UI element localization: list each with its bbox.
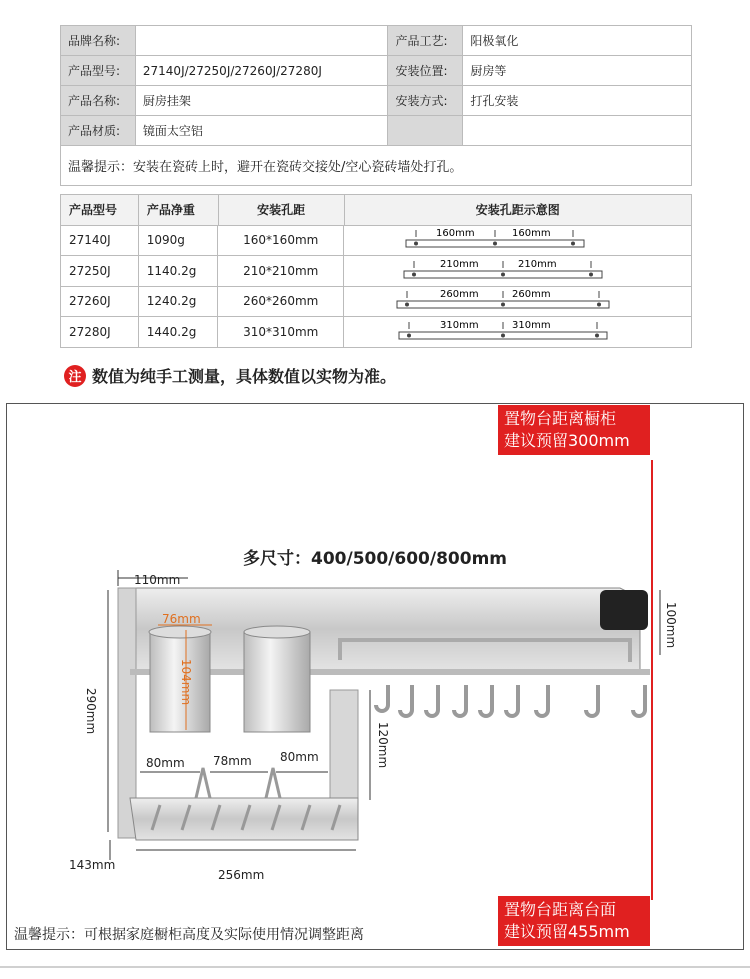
hole-diagram xyxy=(344,317,692,348)
col-header: 安装孔距 xyxy=(219,195,345,226)
hole-diagram xyxy=(344,287,692,318)
spec-value: 27140J/27250J/27260J/27280J xyxy=(136,56,389,86)
dim-104: 104mm xyxy=(179,658,194,706)
hole-diagram xyxy=(344,256,692,287)
divider xyxy=(0,966,750,968)
red-box-line: 建议预留300mm xyxy=(504,431,630,450)
weight-cell: 1140.2g xyxy=(139,256,219,287)
col-header: 产品型号 xyxy=(61,195,139,226)
dim-110: 110mm xyxy=(134,573,181,587)
model-header-row xyxy=(61,195,692,226)
cabinet-clearance-box xyxy=(498,405,650,455)
spec-label: 产品名称: xyxy=(61,86,136,116)
dim-120: 120mm xyxy=(376,721,391,769)
model-cell: 27260J xyxy=(61,287,139,318)
counter-clearance-box xyxy=(498,896,650,946)
spec-row xyxy=(61,86,692,116)
weight-cell: 1240.2g xyxy=(139,287,219,318)
install-tip: 温馨提示：安装在瓷砖上时，避开在瓷砖交接处/空心瓷砖墙处打孔。 xyxy=(61,146,692,186)
spacing-cell: 260*260mm xyxy=(218,287,344,318)
dim-256: 256mm xyxy=(218,868,265,882)
red-box-line: 置物台距离橱柜 xyxy=(504,409,617,428)
dim-100: 100mm xyxy=(664,601,679,649)
spacing-cell: 210*210mm xyxy=(218,256,344,287)
dim-80-right: 80mm xyxy=(280,750,319,764)
hole-dim-label: 210mm xyxy=(518,258,557,270)
note-badge: 注 xyxy=(64,365,86,387)
spec-label: 安装方式: xyxy=(388,86,463,116)
spec-tip-row xyxy=(61,146,692,186)
size-options: 多尺寸：400/500/600/800mm xyxy=(243,549,507,569)
spec-value: 打孔安装 xyxy=(463,86,692,116)
col-header: 安装孔距示意图 xyxy=(345,195,692,226)
dim-78: 78mm xyxy=(213,754,252,768)
table-row xyxy=(61,317,692,348)
dim-80-left: 80mm xyxy=(146,756,185,770)
hole-diagram-svg xyxy=(344,317,691,347)
dim-76: 76mm xyxy=(162,612,201,626)
spec-value: 镜面太空铝 xyxy=(136,116,389,146)
wall-bracket xyxy=(600,590,648,630)
spec-label xyxy=(388,116,463,146)
measurement-note xyxy=(64,364,396,387)
hole-dim-label: 310mm xyxy=(440,319,479,331)
table-row xyxy=(61,287,692,318)
dim-290: 290mm xyxy=(84,687,99,735)
spec-row xyxy=(61,56,692,86)
hole-dim-label: 160mm xyxy=(512,228,551,240)
col-header: 产品净重 xyxy=(139,195,219,226)
weight-cell: 1090g xyxy=(139,226,219,257)
spec-label: 产品材质: xyxy=(61,116,136,146)
spec-value: 厨房挂架 xyxy=(136,86,389,116)
spec-label: 产品工艺: xyxy=(388,26,463,56)
hole-diagram-svg xyxy=(344,286,691,316)
spec-row xyxy=(61,116,692,146)
table-row xyxy=(61,256,692,287)
table-row xyxy=(61,226,692,257)
spec-value: 厨房等 xyxy=(463,56,692,86)
spec-value: 阳极氧化 xyxy=(463,26,692,56)
model-table xyxy=(60,194,692,348)
hole-dim-label: 310mm xyxy=(512,319,551,331)
red-box-line: 建议预留455mm xyxy=(504,922,630,941)
spec-value xyxy=(136,26,389,56)
hole-diagram xyxy=(344,226,692,257)
hole-dim-label: 210mm xyxy=(440,258,479,270)
hole-dim-label: 260mm xyxy=(440,289,479,301)
spacing-cell: 160*160mm xyxy=(218,226,344,257)
model-cell: 27140J xyxy=(61,226,139,257)
weight-cell: 1440.2g xyxy=(139,317,219,348)
hole-diagram-svg xyxy=(344,225,691,255)
spec-label: 品牌名称: xyxy=(61,26,136,56)
hole-dim-label: 260mm xyxy=(512,289,551,301)
note-text: 数值为纯手工测量，具体数值以实物为准。 xyxy=(92,367,397,386)
spec-row xyxy=(61,26,692,56)
spec-label: 产品型号: xyxy=(61,56,136,86)
model-cell: 27280J xyxy=(61,317,139,348)
spec-label: 安装位置: xyxy=(388,56,463,86)
hole-dim-label: 160mm xyxy=(436,228,475,240)
spec-table xyxy=(60,25,692,186)
red-box-line: 置物台距离台面 xyxy=(504,900,617,919)
adjust-tip: 温馨提示：可根据家庭橱柜高度及实际使用情况调整距离 xyxy=(14,927,364,943)
spacing-cell: 310*310mm xyxy=(218,317,344,348)
hole-diagram-svg xyxy=(344,256,691,286)
model-cell: 27250J xyxy=(61,256,139,287)
rack-illustration xyxy=(0,400,750,960)
spec-value xyxy=(463,116,692,146)
dim-143: 143mm xyxy=(69,858,116,872)
